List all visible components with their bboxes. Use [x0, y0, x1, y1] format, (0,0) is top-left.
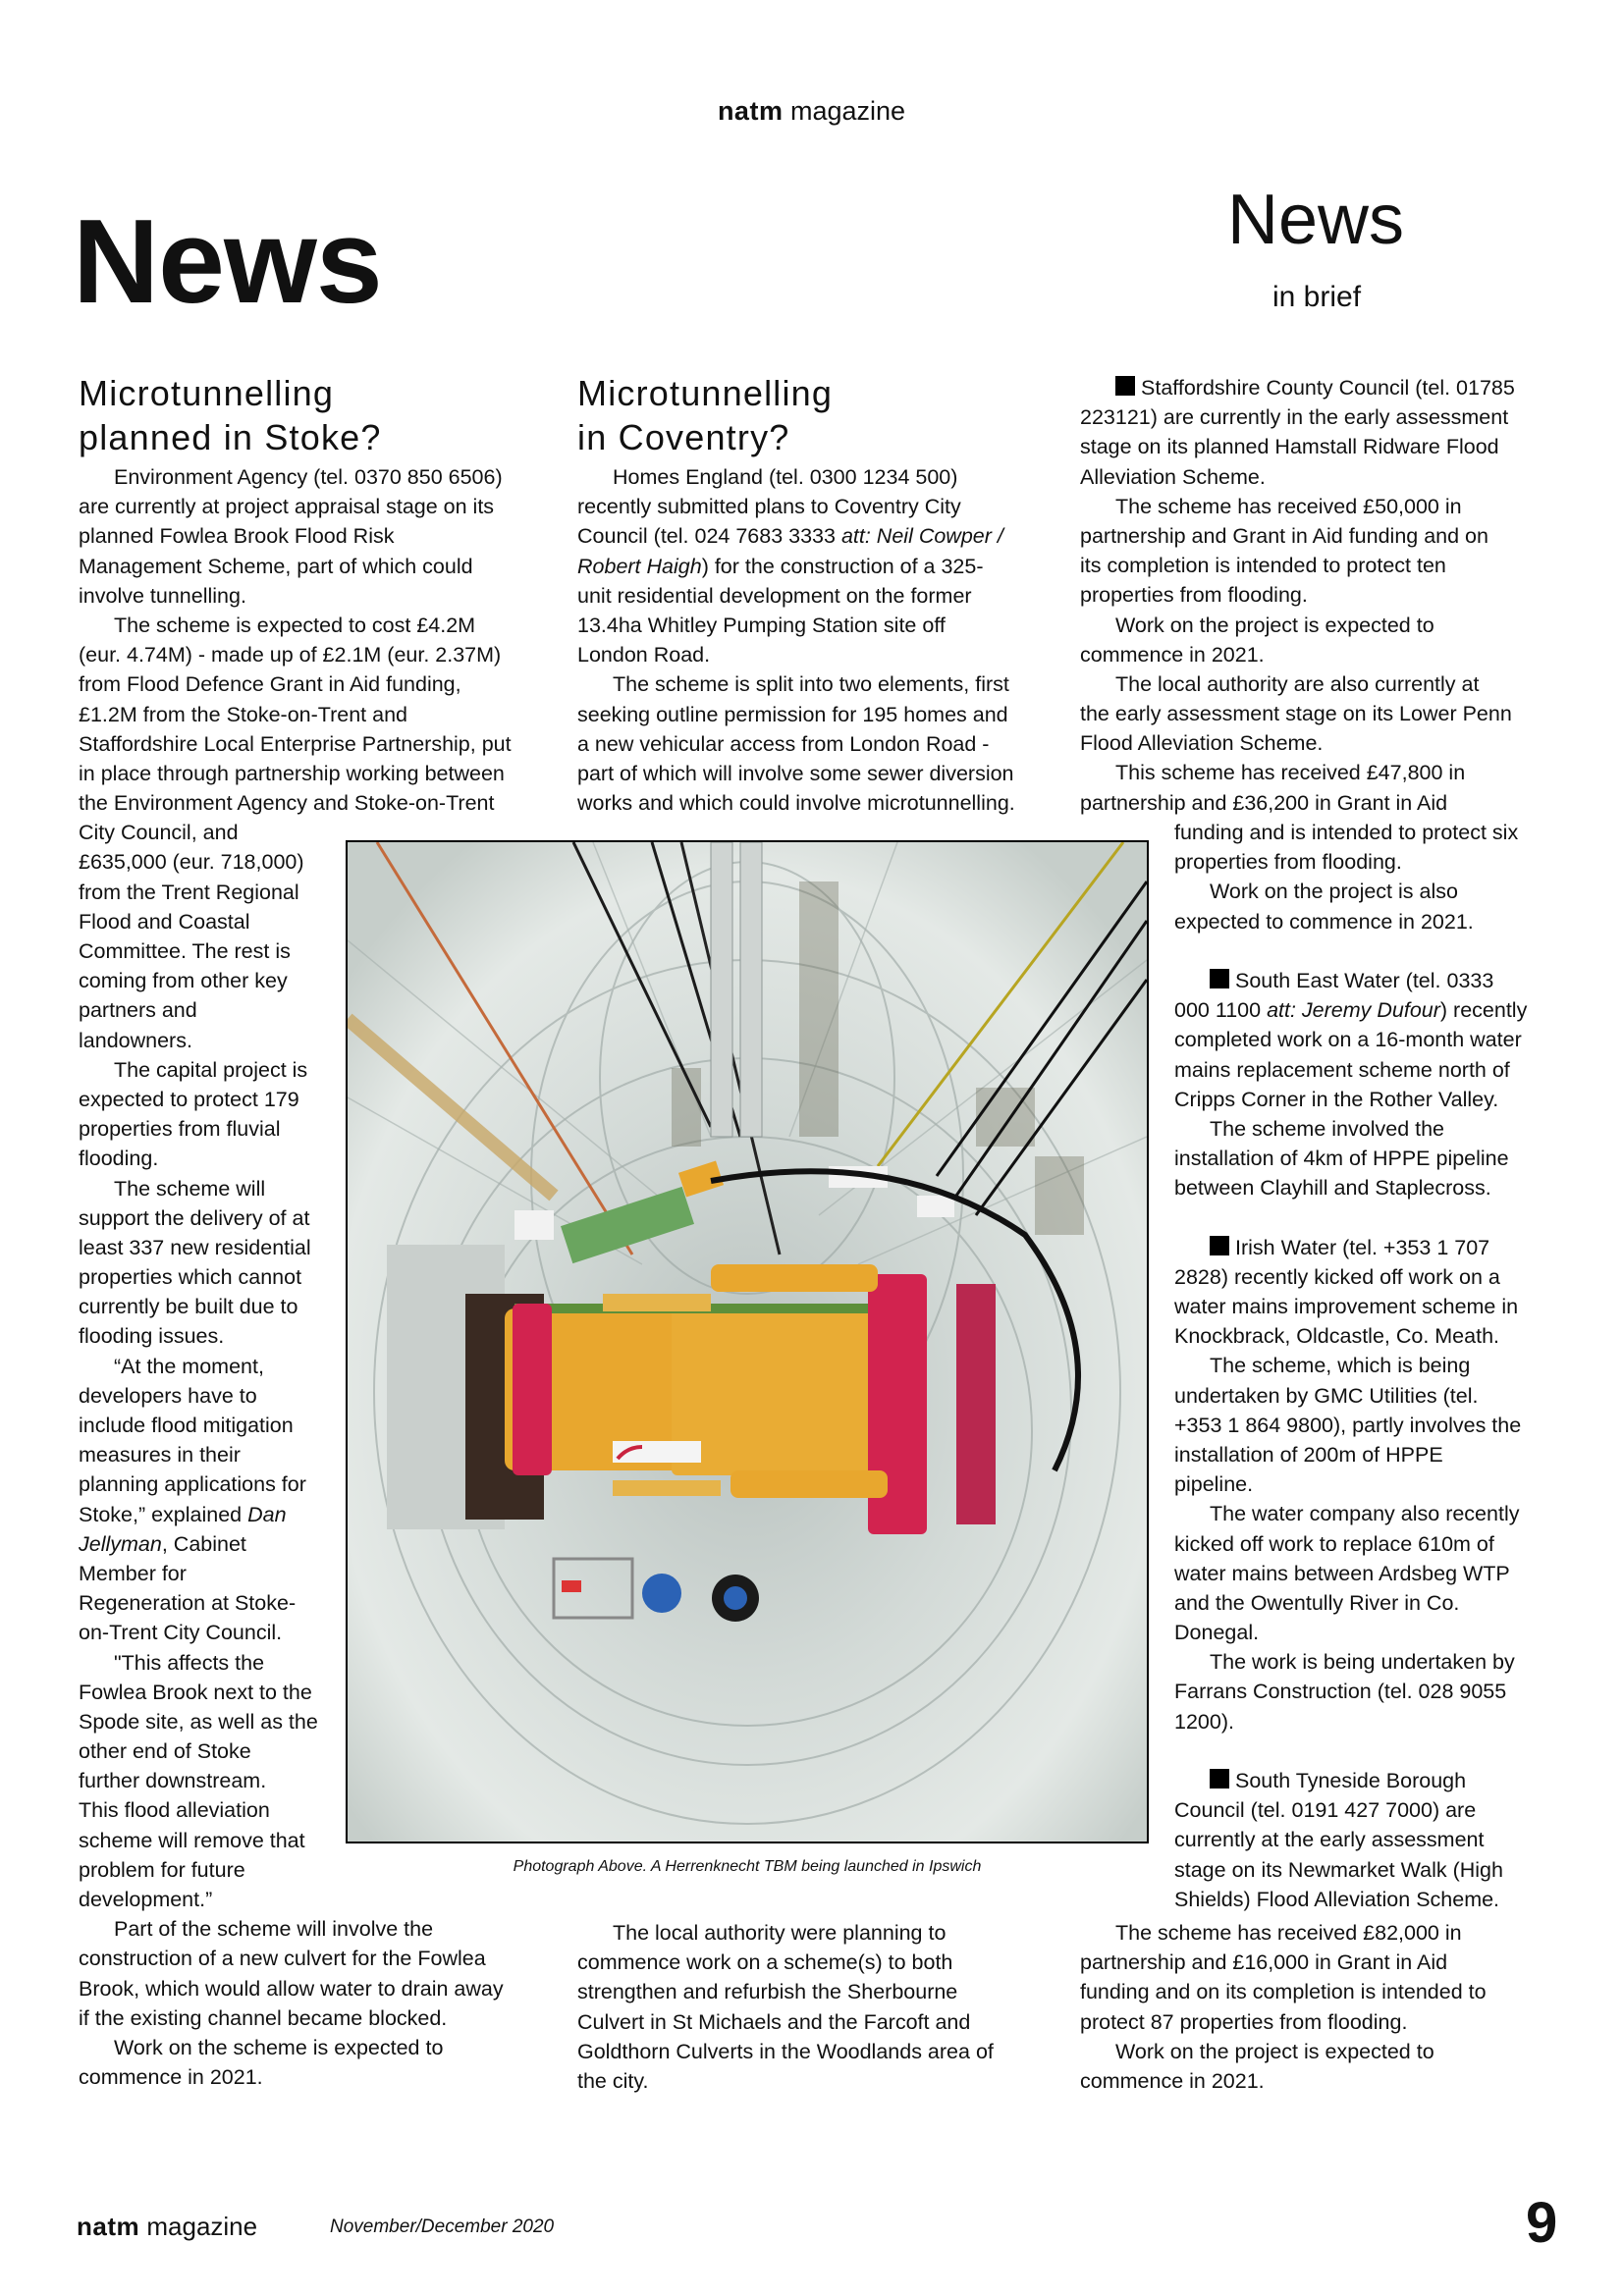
- text-line: South East Water (tel. 0333: [1174, 966, 1527, 995]
- text-line: if the existing channel became blocked.: [79, 2005, 448, 2030]
- text-line: water mains improvement scheme in: [1174, 1295, 1519, 1318]
- text-line: commence in 2021.: [1080, 2068, 1265, 2093]
- text-line: Flood Alleviation Scheme.: [1080, 731, 1324, 756]
- photo-caption: Photograph Above. A Herrenknecht TBM being launched in Ipswich: [513, 1858, 982, 1875]
- text-line: The scheme is split into two elements, first: [613, 672, 1009, 697]
- text-line: [1174, 936, 1527, 966]
- bullet-square-icon: [1210, 1236, 1229, 1255]
- text-line: Shields) Flood Alleviation Scheme.: [1174, 1887, 1500, 1911]
- text-line: problem for future: [79, 1857, 245, 1882]
- text-line: partners and: [79, 998, 197, 1023]
- text-line: from Flood Defence Grant in Aid funding,: [79, 672, 461, 697]
- text-line: currently be built due to: [79, 1295, 298, 1319]
- text-line: commence in 2021.: [79, 2065, 263, 2090]
- text-line: The local authority were planning to: [613, 1921, 947, 1945]
- text-line: a new vehicular access from London Road -: [577, 731, 990, 756]
- text-line: on-Trent City Council.: [79, 1621, 283, 1645]
- text-line: mains replacement scheme north of: [1174, 1057, 1510, 1082]
- italic-name: att: Neil Cowper /: [840, 524, 1003, 549]
- text-line: between Clayhill and Staplecross.: [1174, 1176, 1491, 1201]
- text-line: £1.2M from the Stoke-on-Trent and: [79, 702, 408, 726]
- text-line: development.”: [79, 1888, 213, 1911]
- italic-name: Jellyman: [79, 1531, 162, 1556]
- text-line: flooding issues.: [79, 1324, 225, 1349]
- text-line: further downstream.: [79, 1769, 267, 1793]
- text-line: strengthen and refurbish the Sherbourne: [577, 1980, 958, 2004]
- text-line: [1174, 1736, 1527, 1766]
- text-line: properties which cannot: [79, 1265, 302, 1290]
- text-line: commence work on a scheme(s) to both: [577, 1950, 953, 1975]
- issue-date: November/December 2020: [330, 2216, 555, 2237]
- text-line: £635,000 (eur. 718,000): [79, 850, 304, 875]
- text-line: Work on the scheme is expected to: [114, 2035, 444, 2059]
- text-line: Staffordshire County Council (tel. 01785: [1080, 373, 1515, 402]
- footer-masthead-brand: natm: [77, 2212, 140, 2241]
- text-line: properties from flooding.: [1174, 850, 1402, 875]
- text-line: Homes England (tel. 0300 1234 500): [613, 465, 958, 489]
- text-line: least 337 new residential: [79, 1235, 311, 1259]
- text-line: Committee. The rest is: [79, 939, 291, 963]
- text-line: Robert Haigh) for the construction of a 325-: [577, 554, 984, 578]
- text-line: developers have to: [79, 1383, 257, 1408]
- text-line: [1174, 1202, 1527, 1232]
- text-line: unit residential development on the former: [577, 583, 972, 608]
- text-line: currently at the early assessment: [1174, 1828, 1485, 1852]
- text-line: This flood alleviation: [79, 1798, 270, 1823]
- italic-name: Dan: [247, 1502, 287, 1526]
- text-line: and the Owentully River in Co.: [1174, 1590, 1460, 1615]
- masthead: [0, 96, 1623, 127]
- text-line: funding and is intended to protect six: [1174, 821, 1519, 844]
- bullet-square-icon: [1115, 376, 1135, 396]
- news-in-brief-top: [1080, 373, 1515, 818]
- footer-masthead: [77, 2212, 257, 2242]
- text-line: installation of 4km of HPPE pipeline: [1174, 1147, 1509, 1171]
- article-coventry-continued: [577, 1918, 994, 2096]
- text-line: coming from other key: [79, 969, 288, 993]
- text-line: Part of the scheme will involve the: [114, 1917, 434, 1942]
- text-line: The scheme involved the: [1210, 1116, 1445, 1141]
- text-line: stage on its planned Hamstall Ridware Flood: [1080, 435, 1499, 459]
- text-line: 223121) are currently in the early assessment: [1080, 405, 1509, 430]
- text-line: support the delivery of at: [79, 1205, 310, 1230]
- text-line: construction of a new culvert for the Fowlea: [79, 1947, 486, 1971]
- text-line: undertaken by GMC Utilities (tel.: [1174, 1383, 1479, 1408]
- footer-masthead-title: magazine: [146, 2212, 258, 2241]
- text-line: partnership and Grant in Aid funding and on: [1080, 523, 1488, 548]
- news-in-brief-narrow: [1174, 818, 1527, 1914]
- text-line: the early assessment stage on its Lower Penn: [1080, 702, 1512, 726]
- text-line: Farrans Construction (tel. 028 9055: [1174, 1680, 1507, 1704]
- text-line: in place through partnership working between: [79, 761, 505, 785]
- text-line: protect 87 properties from flooding.: [1080, 2009, 1408, 2034]
- text-line: Council (tel. 024 7683 3333 att: Neil Cowper /: [577, 524, 1003, 549]
- news-in-brief-bottom: [1080, 1918, 1487, 2096]
- italic-name: Robert Haigh: [577, 554, 702, 578]
- news-in-brief-title: News: [1227, 181, 1405, 259]
- text-line: commence in 2021.: [1080, 642, 1265, 667]
- text-line: This scheme has received £47,800 in: [1115, 761, 1466, 785]
- text-line: The scheme will: [114, 1176, 266, 1201]
- text-line: involve tunnelling.: [79, 583, 246, 608]
- text-line: 13.4ha Whitley Pumping Station site off: [577, 613, 946, 637]
- news-in-brief-subtitle: in brief: [1272, 281, 1362, 313]
- text-line: Staffordshire Local Enterprise Partnership, put: [79, 731, 512, 756]
- text-line: Spode site, as well as the: [79, 1709, 318, 1734]
- text-line: Stoke,” explained Dan: [79, 1502, 287, 1526]
- text-line: South Tyneside Borough: [1174, 1766, 1527, 1795]
- text-line: part of which will involve some sewer diversion: [577, 761, 1014, 785]
- text-line: seeking outline permission for 195 homes and: [577, 702, 1008, 726]
- text-line: the Environment Agency and Stoke-on-Trent: [79, 791, 495, 816]
- text-line: The scheme, which is being: [1210, 1354, 1471, 1378]
- text-line: properties from flooding.: [1080, 583, 1308, 608]
- text-line: The local authority are also currently at: [1115, 671, 1480, 696]
- text-line: planning applications for: [79, 1472, 306, 1497]
- text-line: Brook, which would allow water to drain away: [79, 1976, 504, 2001]
- page-number: 9: [1526, 2191, 1558, 2255]
- text-line: "This affects the: [114, 1650, 265, 1675]
- text-line: Culvert in St Michaels and the Farcoft and: [577, 2009, 971, 2034]
- text-line: flooding.: [79, 1147, 159, 1171]
- text-line: Council (tel. 0191 427 7000) are: [1174, 1798, 1477, 1823]
- text-line: The scheme has received £82,000 in: [1115, 1921, 1462, 1945]
- text-line: stage on its Newmarket Walk (High: [1174, 1857, 1503, 1882]
- text-line: Irish Water (tel. +353 1 707: [1174, 1233, 1527, 1262]
- text-line: Alleviation Scheme.: [1080, 464, 1266, 489]
- article-coventry-body: [577, 462, 1015, 818]
- text-line: 2828) recently kicked off work on a: [1174, 1264, 1500, 1289]
- section-title: News: [73, 194, 382, 328]
- text-line: Fowlea Brook next to the: [79, 1680, 312, 1704]
- text-line: Knockbrack, Oldcastle, Co. Meath.: [1174, 1324, 1500, 1349]
- text-line: expected to commence in 2021.: [1174, 909, 1474, 934]
- text-line: +353 1 864 9800), partly involves the: [1174, 1413, 1522, 1437]
- article-coventry-headline: [577, 371, 833, 459]
- text-line: The scheme has received £50,000 in: [1115, 494, 1462, 518]
- text-line: Cripps Corner in the Rother Valley.: [1174, 1087, 1499, 1111]
- text-line: Flood and Coastal: [79, 909, 250, 934]
- headline-line: in Coventry?: [577, 417, 790, 457]
- text-line: Donegal.: [1174, 1621, 1260, 1645]
- tbm-shaft-image: [348, 842, 1147, 1842]
- text-line: water mains between Ardsbeg WTP: [1174, 1561, 1510, 1585]
- headline-line: Microtunnelling: [79, 373, 335, 413]
- text-line: expected to protect 179: [79, 1087, 299, 1111]
- text-line: The water company also recently: [1210, 1502, 1520, 1526]
- text-line: Work on the project is expected to: [1115, 2039, 1434, 2063]
- text-line: Goldthorn Culverts in the Woodlands area of: [577, 2039, 994, 2063]
- text-line: Work on the project is also: [1210, 880, 1458, 904]
- text-line: partnership and £36,200 in Grant in Aid: [1080, 790, 1448, 815]
- text-line: Environment Agency (tel. 0370 850 6506): [114, 465, 503, 489]
- text-line: works and which could involve microtunnelling.: [577, 791, 1015, 816]
- text-line: partnership and £16,000 in Grant in Aid: [1080, 1950, 1448, 1975]
- text-line: Regeneration at Stoke-: [79, 1591, 297, 1616]
- text-line: other end of Stoke: [79, 1739, 251, 1764]
- text-line: City Council, and: [79, 821, 239, 845]
- text-line: “At the moment,: [114, 1354, 264, 1378]
- italic-name: att: Jeremy Dufour: [1267, 998, 1440, 1023]
- bullet-square-icon: [1210, 969, 1229, 988]
- text-line: are currently at project appraisal stage on its: [79, 495, 495, 519]
- text-line: its completion is intended to protect ten: [1080, 554, 1446, 578]
- bullet-square-icon: [1210, 1769, 1229, 1789]
- text-line: funding and on its completion is intended to: [1080, 1980, 1487, 2004]
- headline-line: planned in Stoke?: [79, 417, 382, 457]
- text-line: planned Fowlea Brook Flood Risk: [79, 524, 395, 549]
- text-line: include flood mitigation: [79, 1414, 294, 1437]
- text-line: landowners.: [79, 1028, 192, 1052]
- text-line: from the Trent Regional: [79, 880, 299, 904]
- text-line: The work is being undertaken by: [1210, 1650, 1515, 1675]
- text-line: recently submitted plans to Coventry City: [577, 495, 961, 519]
- tbm-photograph: [346, 840, 1149, 1843]
- text-line: 000 1100 att: Jeremy Dufour) recently: [1174, 998, 1528, 1023]
- text-line: Member for: [79, 1561, 187, 1585]
- masthead-title: magazine: [789, 96, 906, 126]
- text-line: (eur. 4.74M) - made up of £2.1M (eur. 2.37M): [79, 643, 502, 667]
- text-line: scheme will remove that: [79, 1828, 305, 1852]
- text-line: Jellyman, Cabinet: [79, 1531, 246, 1556]
- text-line: Work on the project is expected to: [1115, 613, 1434, 637]
- text-line: measures in their: [79, 1443, 241, 1468]
- text-line: the city.: [577, 2068, 649, 2093]
- text-line: properties from fluvial: [79, 1117, 281, 1142]
- headline-line: Microtunnelling: [577, 373, 834, 413]
- text-line: pipeline.: [1174, 1472, 1254, 1497]
- text-line: The scheme is expected to cost £4.2M: [114, 613, 476, 637]
- text-line: The capital project is: [114, 1057, 308, 1082]
- text-line: installation of 200m of HPPE: [1174, 1442, 1443, 1467]
- text-line: completed work on a 16-month water: [1174, 1028, 1522, 1052]
- text-line: kicked off work to replace 610m of: [1174, 1531, 1494, 1556]
- masthead-brand: natm: [717, 96, 784, 126]
- text-line: London Road.: [577, 643, 711, 667]
- text-line: Management Scheme, part of which could: [79, 554, 473, 578]
- article-stoke-headline: [79, 371, 382, 459]
- text-line: 1200).: [1174, 1709, 1234, 1734]
